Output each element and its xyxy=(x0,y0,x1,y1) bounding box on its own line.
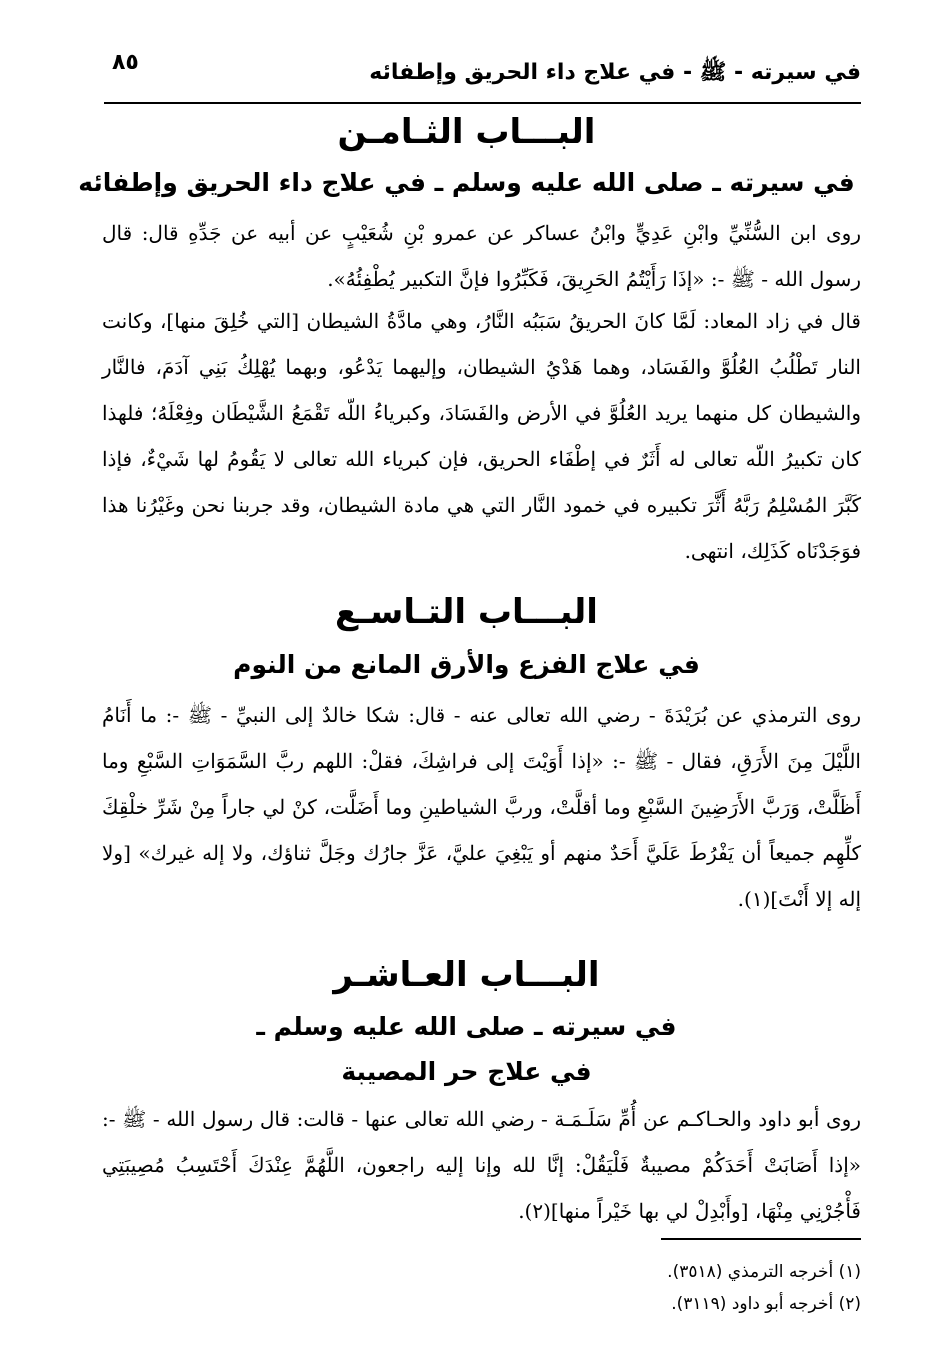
page-number: ٨٥ xyxy=(112,50,139,75)
chapter-10-paragraph-1: روى أبو داود والحـاكـم عن أُمِّ سَلَـمَـة - رضي الله تعالى عنها - قالت: قال رسول الله - ﷺ -: «إذا أَصَابَتْ أَحَدَكُمْ مصيبةٌ فَلْيَقُلْ: إنَّا لله وإنا إليه راجعون، اللَّهُمَّ عِنْدَكَ أَحْتَسِبُ مُصِيبَتِي فَأْجُرْنِي مِنْهَا، [وأَبْدِلْ لي بها خَيْراً منها](٢). xyxy=(102,1107,861,1223)
chapter-10-subtitle-2: في علاج حر المصيبة xyxy=(341,1057,592,1086)
running-header xyxy=(104,46,861,104)
chapter-8-title: البـــاب الثـامـن xyxy=(337,112,596,152)
chapter-9-paragraph-1: روى الترمذي عن بُرَيْدَةَ - رضي الله تعالى عنه - قال: شكا خالدٌ إلى النبيِّ - ﷺ -: ما أَنَامُ اللَّيْلَ مِنَ الأَرَقِ، فقال - ﷺ -: «إذا أَوَيْتَ إلى فراشِكَ، فقلْ: اللهم ربَّ السَّمَوَاتِ السَّبْعِ وما أَظَلَّتْ، وَرَبَّ الأَرَضِينَ السَّبْعِ وما أقلَّتْ، وربَّ الشياطينِ وما أَضَلَّت، كنْ لي جاراً مِنْ شَرِّ خلْقِكَ كلِّهِم جميعاً أن يَفْرُطَ عَلَيَّ أَحَدٌ منهم أو يَبْغِيَ عليَّ، عَزَّ جارُك وجَلَّ ثناؤك، ولا إله غيرك» [ولا إله إلا أَنْتَ](١). xyxy=(102,703,861,911)
footnote-1: (١) أخرجه الترمذي (٣٥١٨). xyxy=(667,1262,861,1282)
chapter-10-title: البـــاب العـاشـر xyxy=(333,955,600,995)
chapter-9-subtitle: في علاج الفزع والأرق المانع من النوم xyxy=(233,650,700,679)
chapter-8-subtitle: في سيرته ـ صلى الله عليه وسلم ـ في علاج داء الحريق وإطفائه xyxy=(78,168,855,197)
chapter-8-paragraph-1: روى ابن السُّنِّيِّ وابْنِ عَدِيٍّ وابْنُ عساكر عن عمرو بْنِ شُعَيْبٍ عن أبيه عن جَدِّهِ قال: قال رسول الله - ﷺ -: «إذَا رَأَيْتُمُ الحَرِيقَ، فَكَبِّرُوا فإنَّ التكبير يُطْفِئُهُ». xyxy=(102,221,861,291)
footnote-separator xyxy=(661,1238,861,1240)
footnote-2: (٢) أخرجه أبو داود (٣١١٩). xyxy=(671,1294,861,1314)
chapter-10-subtitle-1: في سيرته ـ صلى الله عليه وسلم ـ xyxy=(256,1012,677,1041)
chapter-9-title: البـــاب التـاسـع xyxy=(335,592,598,632)
running-title: في سيرته - ﷺ - في علاج داء الحريق وإطفائه xyxy=(369,60,861,85)
chapter-8-paragraph-2: قال في زاد المعاد: لَمَّا كانَ الحريقُ سَبَبُه النَّارُ، وهي مادَّةُ الشيطان [التي خُلِقَ منها]، وكانت النار تَطْلُبُ العُلُوَّ والفَسَاد، وهما هَدْيُ الشيطان، وإليهما يَدْعُو، وبهما يُهْلِكُ بَنِي آدَمَ، فالنَّار والشيطان كل منهما يريد العُلُوَّ في الأرض والفَسَادَ، وكبرياءُ اللّه تَقْمَعُ الشَّيْطَان وفِعْلَهُ؛ فلهذا كان تكبيرُ اللّه تعالى له أَثَرٌ في إطْفَاء الحريق، فإن كبرياء الله تعالى لا يَقُومُ لها شَيْءٌ، فإذا كَبَّرَ المُسْلِمُ رَبَّهُ أَثَّرَ تكبيره في خمود النَّار التي هي مادة الشيطان، وقد جربنا نحن وغَيْرُنا هذا فوَجَدْنَاه كَذَلِك، انتهى. xyxy=(102,309,861,563)
